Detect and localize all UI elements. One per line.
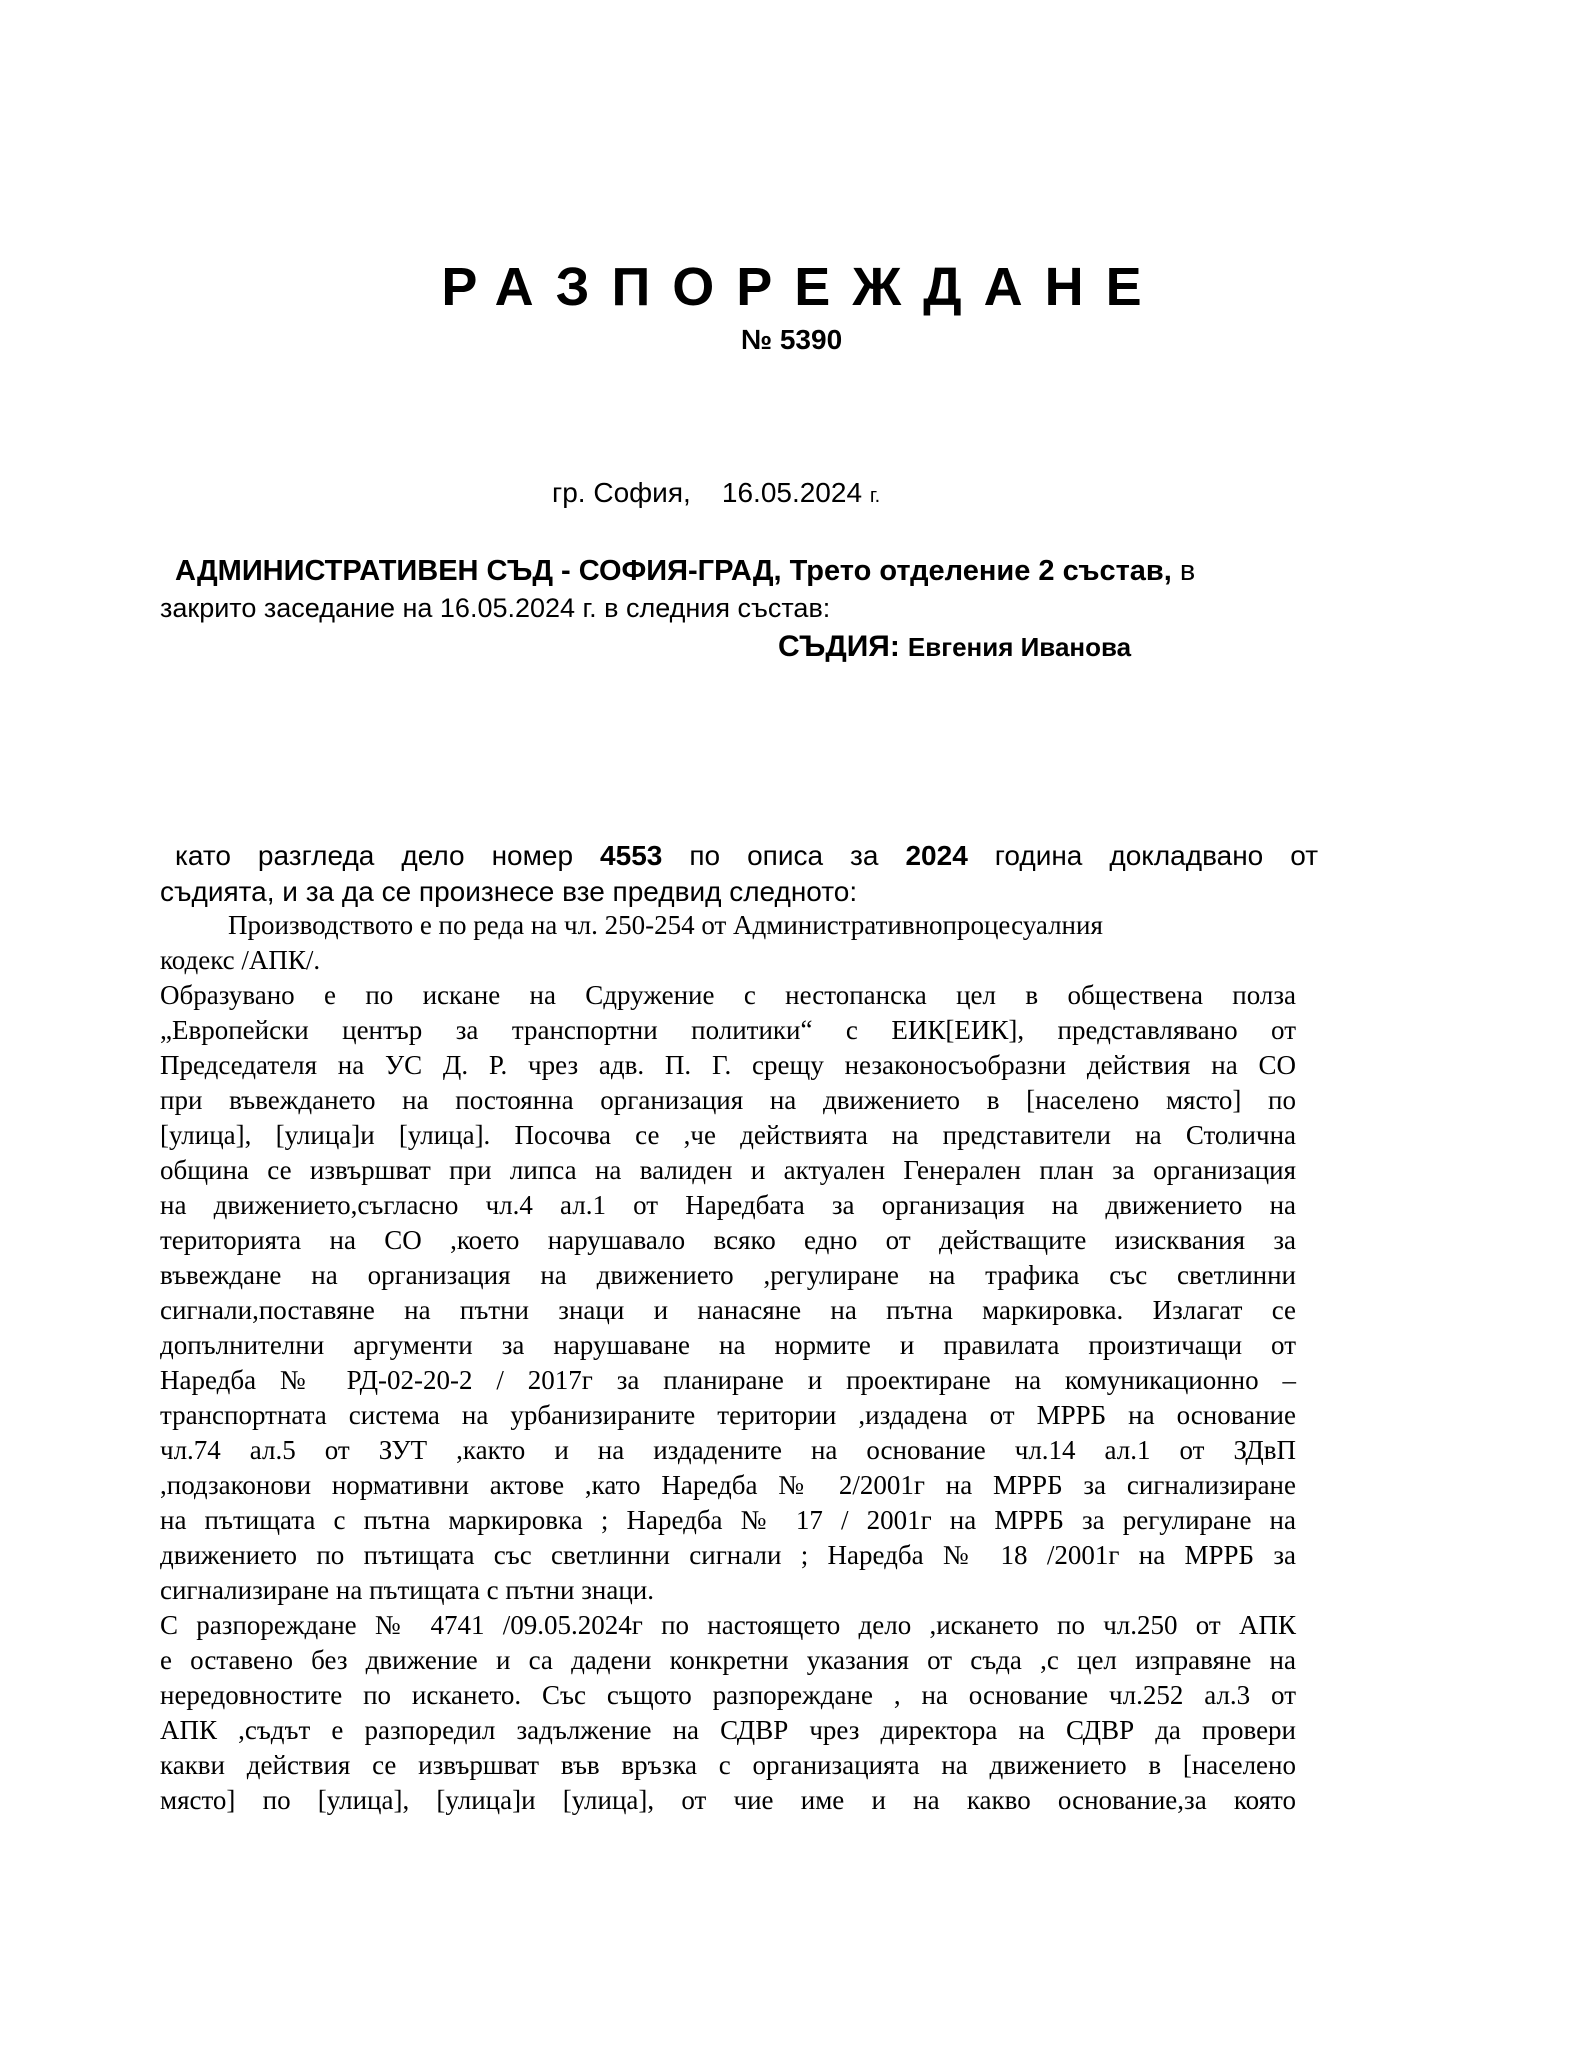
body-line: транспортната система на урбанизираните територии ,издадена от МРРБ на основание	[160, 1400, 1296, 1430]
body-line: кодекс /АПК/.	[160, 945, 321, 975]
body-line: територията на СО ,което нарушавало всяко едно от действащите изисквания за	[160, 1225, 1296, 1255]
court-name: АДМИНИСТРАТИВЕН СЪД - СОФИЯ-ГРАД	[175, 555, 774, 587]
body-line: на движението,съгласно чл.4 ал.1 от Наредбата за организация на движението на	[160, 1190, 1296, 1220]
body-line: допълнителни аргументи за нарушаване на нормите и правилата произтичащи от	[160, 1330, 1296, 1360]
body-line: на пътищата с пътна маркировка ; Наредба № 17 / 2001г на МРРБ за регулиране на	[160, 1505, 1296, 1535]
body-line: Председателя на УС Д. Р. чрез адв. П. Г. срещу незаконосъобразни действия на СО	[160, 1050, 1296, 1080]
session-text: закрито заседание на 16.05.2024 г. в следния състав:	[160, 593, 831, 623]
date-suffix: г.	[869, 485, 881, 507]
body-line: [улица], [улица]и [улица]. Посочва се ,че действията на представители на Столична	[160, 1120, 1296, 1150]
case-number: 4553	[600, 840, 663, 871]
body-line: чл.74 ал.5 от ЗУТ ,както и на издадените на основание чл.14 ал.1 от ЗДвП	[160, 1435, 1296, 1465]
body-line: какви действия се извършват във връзка с организацията на движението в [населено	[160, 1750, 1296, 1780]
body-line: нередовностите по искането. Със същото разпореждане , на основание чл.252 ал.3 от	[160, 1680, 1296, 1710]
court-trailing: в	[1179, 555, 1196, 587]
body-line: АПК ,съдът е разпоредил задължение на СДВР чрез директора на СДВР да провери	[160, 1715, 1296, 1745]
body-line: сигнали,поставяне на пътни знаци и нанасяне на пътна маркировка. Излагат се	[160, 1295, 1296, 1325]
case-intro	[175, 838, 1318, 874]
body-line: Образувано е по искане на Сдружение с нестопанска цел в обществена полза	[160, 980, 1296, 1010]
body-line: Наредба № РД-02-20-2 / 2017г за планиране и проектиране на комуникационно –	[160, 1365, 1296, 1395]
body-line: място] по [улица], [улица]и [улица], от чие име и на какво основание,за която	[160, 1785, 1296, 1815]
place-and-date	[552, 475, 880, 514]
case-middle: по описа за	[689, 840, 879, 871]
body-line: С разпореждане № 4741 /09.05.2024г по настоящето дело ,искането по чл.250 от АПК	[160, 1610, 1296, 1640]
case-suffix: година докладвано от	[994, 840, 1319, 871]
case-intro-line2: съдията, и за да се произнесе взе предвид следното:	[160, 876, 858, 907]
body-line: ,подзаконови нормативни актове ,като Наредба № 2/2001г на МРРБ за сигнализиране	[160, 1470, 1296, 1500]
body-line: въвеждане на организация на движението ,регулиране на трафика със светлинни	[160, 1260, 1296, 1290]
body-line: движението по пътищата със светлинни сигнали ; Наредба № 18 /2001г на МРРБ за	[160, 1540, 1296, 1570]
body-line: сигнализиране на пътищата с пътни знаци.	[160, 1575, 655, 1605]
case-prefix: като разгледа дело номер	[175, 840, 574, 871]
case-year: 2024	[905, 840, 968, 871]
issue-date: 16.05.2024	[721, 477, 863, 508]
body-line: Производството е по реда на чл. 250-254 от Административнопроцесуалния	[228, 910, 1103, 940]
body-line: община се извършват при липса на валиден и актуален Генерален план за организация	[160, 1155, 1296, 1185]
judge-name: Евгения Иванова	[907, 632, 1132, 662]
body-line: при въвеждането на постоянна организация на движението в [населено място] по	[160, 1085, 1296, 1115]
court-division: Трето отделение 2 състав,	[789, 555, 1172, 587]
place: гр. София,	[552, 477, 691, 508]
document-number: № 5390	[740, 324, 843, 355]
body-line: „Европейски център за транспортни политики“ с ЕИК[ЕИК], представлявано от	[160, 1015, 1296, 1045]
court-heading: АДМИНИСТРАТИВЕН СЪД - СОФИЯ-ГРАД, Трето отделение 2 състав, в	[175, 555, 1196, 587]
document-title: РАЗПОРЕЖДАНЕ	[441, 257, 1164, 317]
judge-line	[778, 628, 1131, 666]
body-line: е оставено без движение и са дадени конкретни указания от съда ,с цел изправяне на	[160, 1645, 1296, 1675]
judge-label: СЪДИЯ:	[778, 630, 900, 663]
